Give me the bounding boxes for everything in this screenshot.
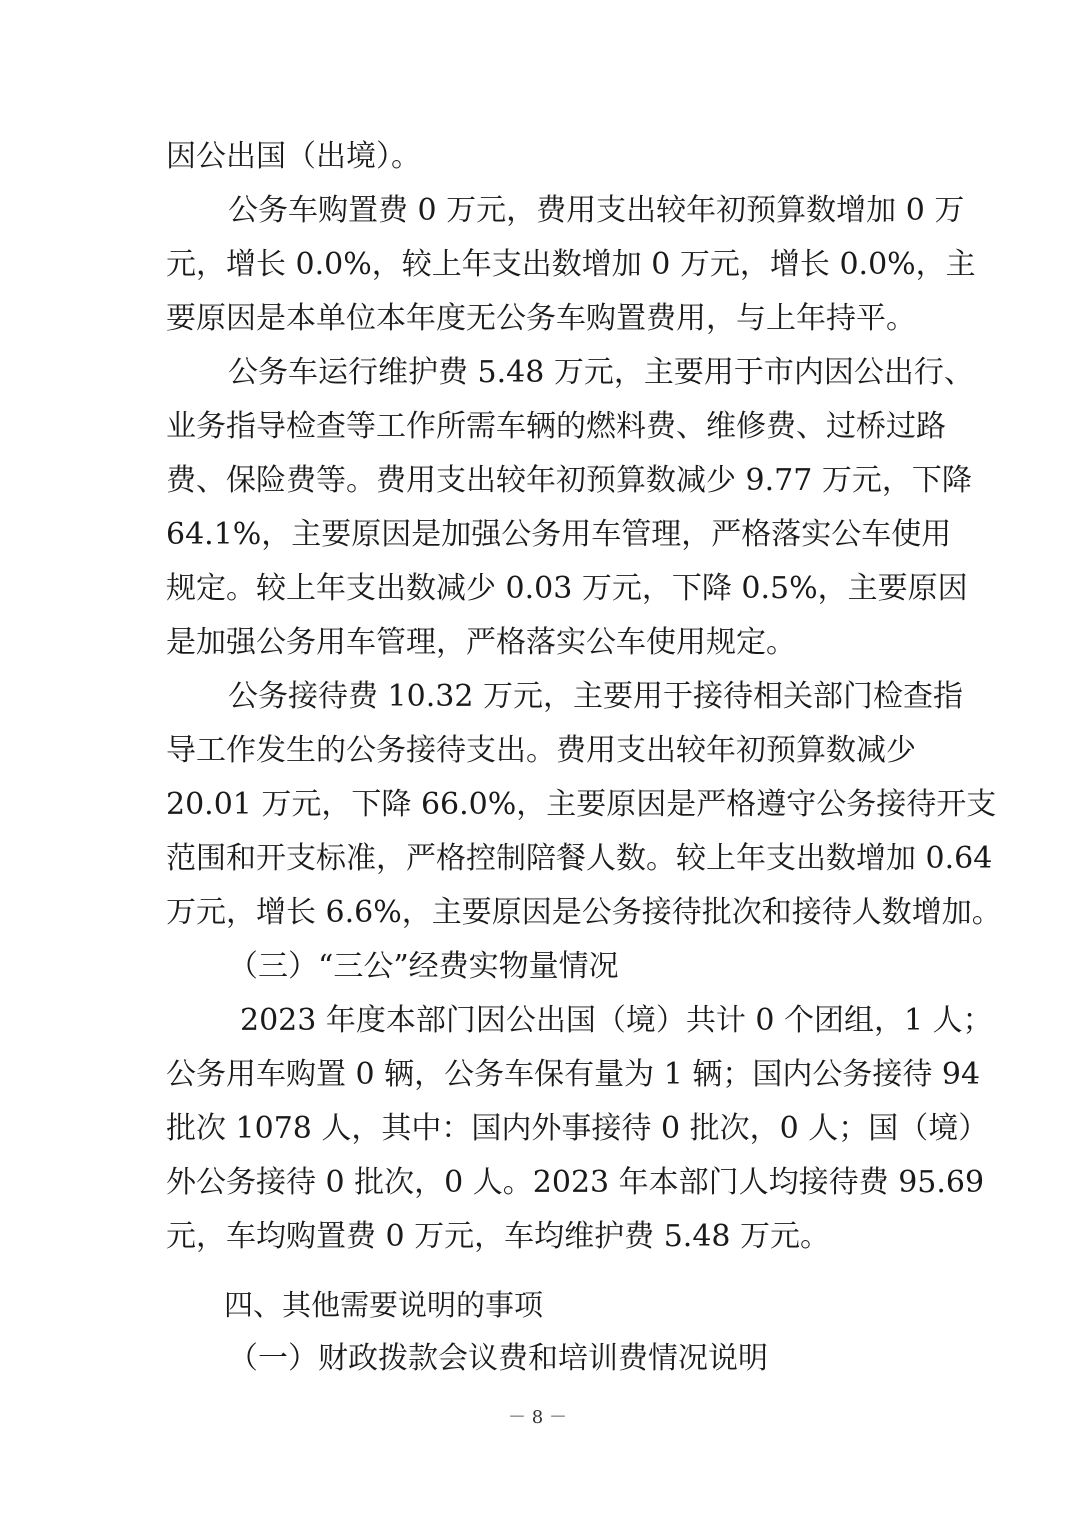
text-line: 20.01 万元，下降 66.0%，主要原因是严格遵守公务接待开支 bbox=[166, 787, 997, 822]
text-line: 因公出国（出境）。 bbox=[166, 139, 421, 174]
sub-section-heading: （一）财政拨款会议费和培训费情况说明 bbox=[228, 1341, 768, 1376]
text-line: 公务车运行维护费 5.48 万元，主要用于市内因公出行、 bbox=[228, 355, 974, 390]
text-line: 万元，增长 6.6%，主要原因是公务接待批次和接待人数增加。 bbox=[166, 895, 1002, 930]
text-line: 业务指导检查等工作所需车辆的燃料费、维修费、过桥过路 bbox=[166, 409, 946, 444]
text-line: 范围和开支标准，严格控制陪餐人数。较上年支出数增加 0.64 bbox=[166, 841, 993, 876]
text-line: 元，增长 0.0%，较上年支出数增加 0 万元，增长 0.0%，主 bbox=[166, 247, 976, 282]
page-number: － 8 － bbox=[508, 1407, 567, 1428]
text-line: 外公务接待 0 批次，0 人。2023 年本部门人均接待费 95.69 bbox=[166, 1165, 985, 1200]
sub-heading: （三）“三公”经费实物量情况 bbox=[228, 949, 619, 984]
text-line: 公务用车购置 0 辆，公务车保有量为 1 辆；国内公务接待 94 bbox=[166, 1057, 981, 1092]
text-line: 导工作发生的公务接待支出。费用支出较年初预算数减少 bbox=[166, 733, 916, 768]
text-line: 要原因是本单位本年度无公务车购置费用，与上年持平。 bbox=[166, 301, 916, 336]
text-line: 2023 年度本部门因公出国（境）共计 0 个团组，1 人； bbox=[240, 1003, 993, 1038]
text-line: 公务接待费 10.32 万元，主要用于接待相关部门检查指 bbox=[228, 679, 963, 714]
text-line: 费、保险费等。费用支出较年初预算数减少 9.77 万元，下降 bbox=[166, 463, 972, 498]
text-line: 公务车购置费 0 万元，费用支出较年初预算数增加 0 万 bbox=[228, 193, 965, 228]
text-line: 是加强公务用车管理，严格落实公车使用规定。 bbox=[166, 625, 796, 660]
text-line: 64.1%，主要原因是加强公务用车管理，严格落实公车使用 bbox=[166, 517, 952, 552]
text-line: 批次 1078 人，其中：国内外事接待 0 批次，0 人；国（境） bbox=[166, 1111, 989, 1146]
text-line: 规定。较上年支出数减少 0.03 万元，下降 0.5%，主要原因 bbox=[166, 571, 968, 606]
text-line: 元，车均购置费 0 万元，车均维护费 5.48 万元。 bbox=[166, 1219, 831, 1254]
section-heading: 四、其他需要说明的事项 bbox=[224, 1288, 544, 1322]
document-body bbox=[166, 130, 1002, 1386]
